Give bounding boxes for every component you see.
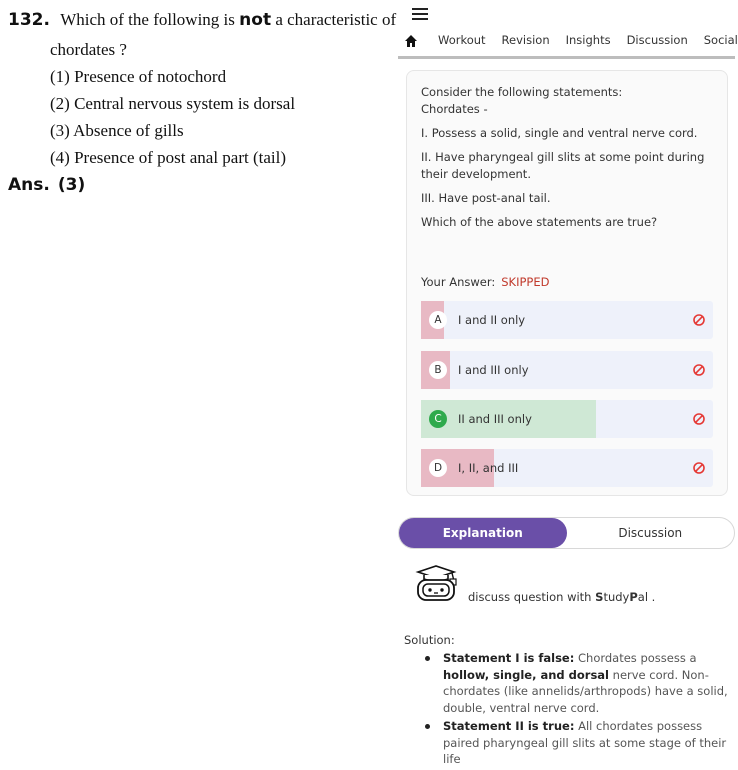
option-c-text: II and III only [458, 412, 532, 426]
tab-bar-divider [398, 56, 735, 59]
tab-workout[interactable]: Workout [438, 33, 486, 47]
option-d-text: I, II, and III [458, 461, 519, 475]
option-b-letter: B [429, 361, 447, 379]
solution-label: Solution: [404, 633, 455, 647]
question-option-1: (1) Presence of notochord [50, 67, 227, 86]
app-panel [398, 0, 738, 766]
statement-1: I. Possess a solid, single and ventral nerve cord. [421, 126, 698, 140]
tab-bar [438, 33, 738, 47]
studypal-link[interactable] [468, 590, 655, 604]
statement-2: II. Have pharyngeal gill slits at some point during their development. [421, 150, 705, 181]
option-b-text: I and III only [458, 363, 529, 377]
solution-list [418, 650, 728, 770]
option-d-letter: D [429, 459, 447, 477]
question-option-4: (4) Presence of post anal part (tail) [50, 148, 287, 167]
studypal-tudy: tudy [603, 590, 630, 604]
solution-item-1-emphasis: hollow, single, and dorsal [443, 667, 609, 682]
solution-item [418, 718, 728, 768]
question-text-pre: Which of the following is [60, 10, 235, 29]
solution-item-2-heading: Statement II is true: [443, 719, 575, 733]
studypal-p: P [629, 590, 638, 604]
question-text-bold: not [239, 10, 272, 30]
question-text-post: a characteristic of [275, 10, 397, 29]
studypal-text: discuss question with [468, 590, 596, 604]
your-answer-label: Your Answer: [421, 275, 496, 289]
tab-discussion[interactable]: Discussion [626, 33, 688, 47]
question-prompt: Which of the above statements are true? [421, 215, 658, 229]
option-a[interactable] [421, 301, 713, 339]
question-number: 132. [8, 10, 50, 30]
question-line-2: chordates ? [50, 40, 127, 59]
card-intro: Consider the following statements: [421, 85, 623, 99]
question-option-2: (2) Central nervous system is dorsal [50, 94, 296, 113]
ban-icon [693, 364, 705, 376]
answer-value: (3) [57, 175, 86, 195]
solution-item-2-text: All chordates possess paired pharyngeal gill slits at some stage of their life [443, 719, 727, 766]
answer-line [8, 175, 85, 195]
statement-3: III. Have post-anal tail. [421, 191, 551, 205]
your-answer [421, 275, 549, 289]
question-option-3: (3) Absence of gills [50, 121, 184, 140]
solution-item-1-heading: Statement I is false: [443, 651, 575, 665]
question-line-1 [8, 10, 396, 30]
ban-icon [693, 314, 705, 326]
ban-icon [693, 413, 705, 425]
studypal-al: al . [637, 590, 656, 604]
tab-discussion-panel[interactable]: Discussion [618, 526, 683, 540]
tab-social[interactable]: Social [703, 33, 738, 47]
option-c[interactable] [421, 400, 713, 438]
explanation-discussion-toggle [398, 517, 735, 549]
menu-icon[interactable] [412, 6, 428, 20]
tab-insights[interactable]: Insights [565, 33, 611, 47]
studypal-bot-icon[interactable] [414, 565, 462, 603]
answer-label: Ans. [8, 175, 50, 195]
option-d[interactable] [421, 449, 713, 487]
ban-icon [693, 462, 705, 474]
solution-item-1-text-2: nerve cord. Non-chordates (like annelids/arthropods) have a solid, double, ventral nerve cord. [443, 667, 728, 715]
tab-revision[interactable]: Revision [501, 33, 550, 47]
tab-explanation[interactable]: Explanation [399, 518, 567, 548]
option-a-letter: A [429, 311, 447, 329]
solution-item [418, 650, 728, 716]
option-c-letter: C [429, 410, 447, 428]
home-icon[interactable] [404, 34, 418, 48]
option-a-text: I and II only [458, 313, 526, 327]
solution-item-1-text: Chordates possess a [574, 651, 697, 665]
question-card [406, 70, 728, 496]
option-b[interactable] [421, 351, 713, 389]
your-answer-status: SKIPPED [501, 275, 550, 289]
card-subject: Chordates - [421, 102, 488, 116]
studypal-s: S [595, 590, 604, 604]
